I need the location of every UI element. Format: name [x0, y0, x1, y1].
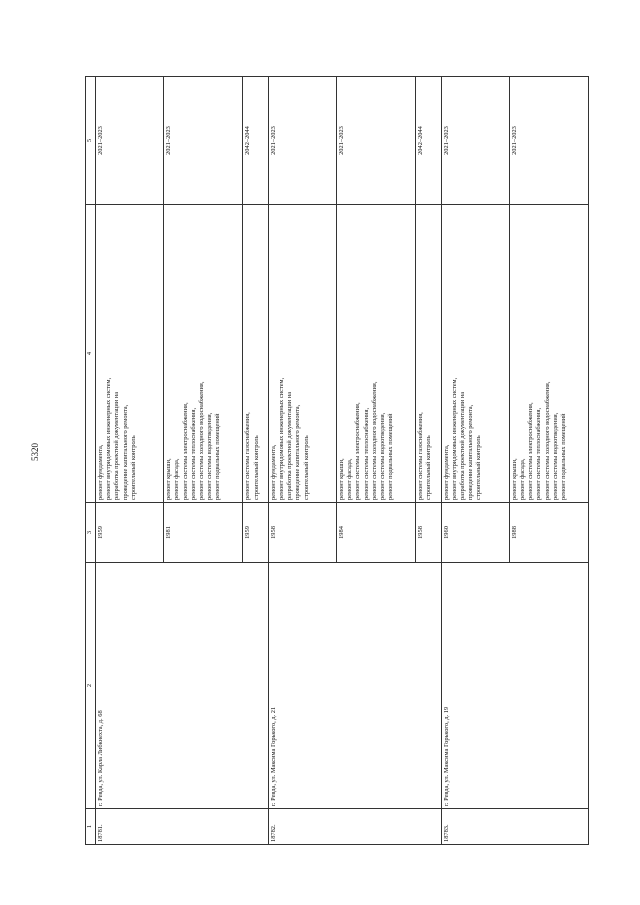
- rotated-table-container: [85, 77, 589, 845]
- table-row: [96, 77, 164, 845]
- work-item: ремонт фасада,: [173, 458, 181, 500]
- works-cell: [441, 205, 509, 503]
- period-cell: 2042–2044: [243, 77, 268, 205]
- year-cell: 1984: [337, 503, 416, 563]
- work-item: ремонт системы холодного водоснабжения,: [370, 381, 378, 500]
- row-number: 18783.: [441, 809, 588, 845]
- period-cell: 2042–2044: [416, 77, 441, 205]
- work-item: ремонт системы электроснабжения,: [181, 402, 189, 500]
- works-cell: [164, 205, 243, 503]
- work-item: ремонт фундамента,: [269, 444, 277, 500]
- work-item: строительный контроль: [425, 435, 433, 500]
- row-number: 18782.: [268, 809, 441, 845]
- work-item: проведение капитального ремонта,: [467, 404, 475, 500]
- table-row: [441, 77, 509, 845]
- work-item: ремонт системы газоснабжения,: [244, 412, 252, 500]
- year-cell: 1959: [243, 503, 268, 563]
- work-item: ремонт системы водоотведения,: [206, 412, 214, 500]
- work-item: ремонт системы водоотведения,: [551, 412, 559, 500]
- work-item: ремонт системы газоснабжения,: [417, 412, 425, 500]
- work-item: ремонт системы теплоснабжения,: [189, 407, 197, 500]
- address-cell: г. Ревда, ул. Максима Горького, д. 21: [268, 563, 441, 809]
- work-item: ремонт крыши,: [510, 458, 518, 500]
- period-cell: 2021–2023: [509, 77, 588, 205]
- work-item: разработка проектной документации на: [286, 391, 294, 500]
- work-item: ремонт подвальных помещений: [387, 413, 395, 500]
- works-cell: [243, 205, 268, 503]
- column-header: 4: [86, 205, 96, 503]
- repair-schedule-table: [85, 76, 589, 845]
- work-item: ремонт подвальных помещений: [559, 413, 567, 500]
- work-item: ремонт внутридомовых инженерных систем,: [277, 377, 285, 500]
- work-item: ремонт системы холодного водоснабжения,: [543, 381, 551, 500]
- year-cell: 1959: [96, 503, 164, 563]
- year-cell: 1958: [416, 503, 441, 563]
- period-cell: 2021–2023: [441, 77, 509, 205]
- work-item: ремонт системы теплоснабжения,: [535, 407, 543, 500]
- work-item: ремонт крыши,: [338, 458, 346, 500]
- column-header: 2: [86, 563, 96, 809]
- column-header: 3: [86, 503, 96, 563]
- work-item: строительный контроль: [475, 435, 483, 500]
- work-item: ремонт подвальных помещений: [214, 413, 222, 500]
- year-cell: 1958: [268, 503, 336, 563]
- works-cell: [96, 205, 164, 503]
- work-item: ремонт фундамента,: [97, 444, 104, 500]
- work-item: разработка проектной документации на: [458, 391, 466, 500]
- period-cell: 2021–2023: [96, 77, 164, 205]
- table-body: [96, 77, 589, 845]
- row-number: 18781.: [96, 809, 269, 845]
- work-item: ремонт системы электроснабжения,: [354, 402, 362, 500]
- works-cell: [337, 205, 416, 503]
- work-item: строительный контроль: [302, 435, 310, 500]
- work-item: ремонт фасада,: [519, 458, 527, 500]
- address-cell: г. Ревда, ул. Максима Горького, д. 19: [441, 563, 588, 809]
- year-cell: 1988: [509, 503, 588, 563]
- works-cell: [268, 205, 336, 503]
- period-cell: 2021–2023: [268, 77, 336, 205]
- work-item: ремонт внутридомовых инженерных систем,: [450, 377, 458, 500]
- period-cell: 2021–2023: [337, 77, 416, 205]
- column-header: 1: [86, 809, 96, 845]
- year-cell: 1960: [441, 503, 509, 563]
- work-item: строительный контроль: [252, 435, 260, 500]
- work-item: ремонт внутридомовых инженерных систем,: [105, 377, 113, 500]
- works-cell: [509, 205, 588, 503]
- work-item: ремонт системы электроснабжения,: [527, 402, 535, 500]
- table-row: [268, 77, 336, 845]
- work-item: проведение капитального ремонта,: [121, 404, 129, 500]
- work-item: разработка проектной документации на: [113, 391, 121, 500]
- work-item: проведение капитального ремонта,: [294, 404, 302, 500]
- period-cell: 2021–2023: [164, 77, 243, 205]
- column-header: 5: [86, 77, 96, 205]
- work-item: ремонт системы холодного водоснабжения,: [197, 381, 205, 500]
- work-item: ремонт фундамента,: [442, 444, 450, 500]
- work-item: строительный контроль: [129, 435, 137, 500]
- work-item: ремонт крыши,: [165, 458, 173, 500]
- works-cell: [416, 205, 441, 503]
- year-cell: 1981: [164, 503, 243, 563]
- work-item: ремонт фасада,: [346, 458, 354, 500]
- header-row: [86, 77, 96, 845]
- page-number: 5320: [30, 443, 40, 461]
- work-item: ремонт системы водоотведения,: [378, 412, 386, 500]
- address-cell: г. Ревда, ул. Карла Либкнехта, д. 68: [96, 563, 269, 809]
- work-item: ремонт системы теплоснабжения,: [362, 407, 370, 500]
